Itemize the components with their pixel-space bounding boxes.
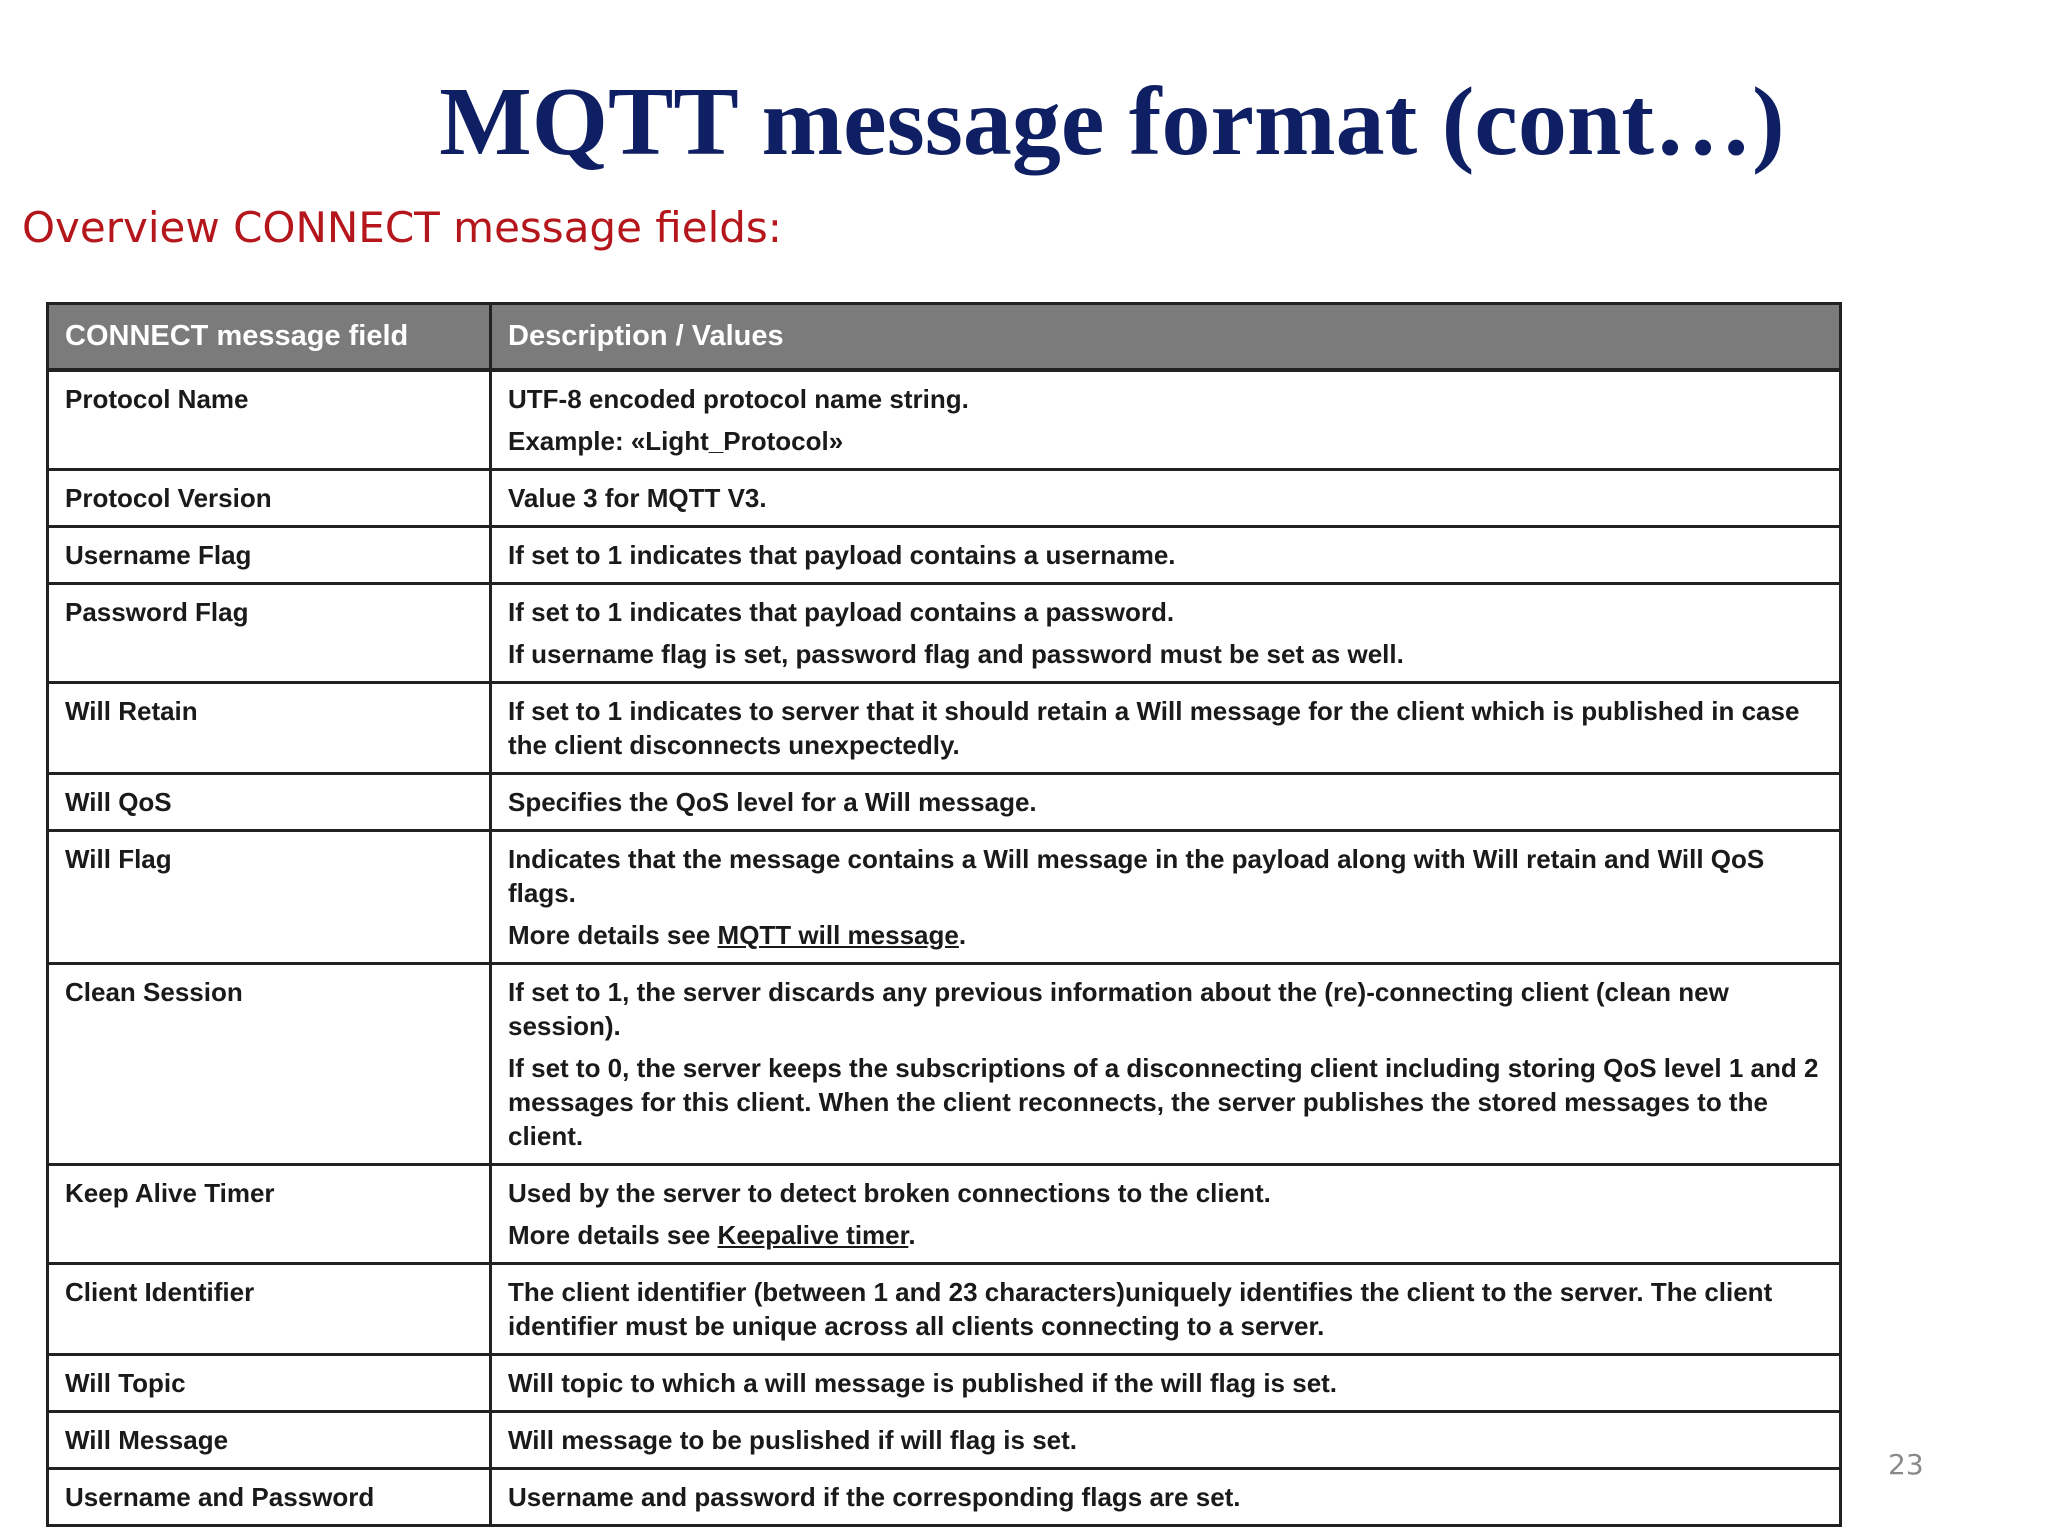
description-line: [508, 595, 1823, 629]
description-text: UTF-8 encoded protocol name string.: [508, 384, 969, 414]
description-text: If set to 1 indicates that payload contains a username.: [508, 540, 1176, 570]
field-name-cell: Password Flag: [48, 584, 491, 683]
description-line: [508, 918, 1823, 952]
table-row: [48, 1469, 1841, 1526]
field-description-cell: [491, 1412, 1841, 1469]
table-row: [48, 584, 1841, 683]
field-name-cell: Keep Alive Timer: [48, 1165, 491, 1264]
reference-link[interactable]: MQTT will message: [717, 920, 959, 950]
table-row: [48, 527, 1841, 584]
field-name-cell: Clean Session: [48, 964, 491, 1165]
description-line: [508, 1218, 1823, 1252]
page-number: 23: [1888, 1448, 1924, 1481]
description-line: [508, 694, 1823, 762]
field-name-cell: Will QoS: [48, 774, 491, 831]
field-description-cell: [491, 774, 1841, 831]
description-text: Specifies the QoS level for a Will message.: [508, 787, 1037, 817]
table-row: [48, 1355, 1841, 1412]
description-text: The client identifier (between 1 and 23 characters)uniquely identifies the client to the server. The client identifier must be unique across all clients connecting to a server.: [508, 1277, 1773, 1341]
description-line: [508, 1423, 1823, 1457]
field-description-cell: [491, 584, 1841, 683]
description-line: [508, 538, 1823, 572]
field-description-cell: [491, 370, 1841, 470]
field-name-cell: Will Topic: [48, 1355, 491, 1412]
connect-fields-table: [46, 302, 1842, 1527]
table-row: [48, 1165, 1841, 1264]
field-description-cell: [491, 831, 1841, 964]
description-punctuation: .: [958, 920, 967, 950]
description-text: If set to 0, the server keeps the subscriptions of a disconnecting client including storing QoS level 1 and 2 messages for this client. When the client reconnects, the server publishes the stored messages to the client.: [508, 1053, 1819, 1151]
description-line: [508, 1366, 1823, 1400]
field-description-cell: [491, 1264, 1841, 1355]
description-line: [508, 842, 1823, 910]
field-description-cell: [491, 470, 1841, 527]
field-name-cell: Username and Password: [48, 1469, 491, 1526]
description-text: More details see: [508, 1220, 718, 1250]
connect-fields-table-container: [46, 302, 1842, 1527]
description-text: Will message to be puslished if will flag is set.: [508, 1425, 1078, 1455]
table-row: [48, 470, 1841, 527]
table-row: [48, 683, 1841, 774]
description-line: [508, 424, 1823, 458]
table-row: [48, 1264, 1841, 1355]
field-description-cell: [491, 1355, 1841, 1412]
field-description-cell: [491, 1165, 1841, 1264]
description-text: More details see: [508, 920, 718, 950]
description-line: [508, 1275, 1823, 1343]
column-header-description: Description / Values: [491, 304, 1841, 371]
description-text: Value 3 for MQTT V3.: [508, 483, 767, 513]
description-line: [508, 1176, 1823, 1210]
description-line: [508, 1480, 1823, 1514]
table-row: [48, 774, 1841, 831]
description-text: Example: «Light_Protocol»: [508, 426, 844, 456]
description-line: [508, 382, 1823, 416]
description-text: Used by the server to detect broken connections to the client.: [508, 1178, 1271, 1208]
field-description-cell: [491, 964, 1841, 1165]
description-text: If username flag is set, password flag and password must be set as well.: [508, 639, 1404, 669]
description-text: Will topic to which a will message is published if the will flag is set.: [508, 1368, 1338, 1398]
field-name-cell: Client Identifier: [48, 1264, 491, 1355]
description-line: [508, 1051, 1823, 1153]
table-body: [48, 370, 1841, 1526]
field-description-cell: [491, 1469, 1841, 1526]
description-text: If set to 1 indicates to server that it should retain a Will message for the client which is published in case the client disconnects unexpectedly.: [508, 696, 1800, 760]
table-row: [48, 370, 1841, 470]
field-description-cell: [491, 527, 1841, 584]
table-row: [48, 1412, 1841, 1469]
field-description-cell: [491, 683, 1841, 774]
field-name-cell: Will Message: [48, 1412, 491, 1469]
field-name-cell: Will Flag: [48, 831, 491, 964]
slide-subtitle: Overview CONNECT message fields:: [22, 203, 782, 252]
description-line: [508, 637, 1823, 671]
reference-link[interactable]: Keepalive timer: [717, 1220, 909, 1250]
table-header-row: [48, 304, 1841, 371]
table-row: [48, 964, 1841, 1165]
table-row: [48, 831, 1841, 964]
description-line: [508, 785, 1823, 819]
field-name-cell: Username Flag: [48, 527, 491, 584]
field-name-cell: Protocol Version: [48, 470, 491, 527]
description-line: [508, 975, 1823, 1043]
column-header-field: CONNECT message field: [48, 304, 491, 371]
field-name-cell: Protocol Name: [48, 370, 491, 470]
description-text: If set to 1 indicates that payload contains a password.: [508, 597, 1175, 627]
description-punctuation: .: [908, 1220, 916, 1250]
field-name-cell: Will Retain: [48, 683, 491, 774]
slide-title: MQTT message format (cont…): [439, 68, 1785, 176]
description-text: Indicates that the message contains a Will message in the payload along with Will retain and Will QoS flags.: [508, 844, 1765, 908]
description-text: Username and password if the corresponding flags are set.: [508, 1482, 1241, 1512]
description-line: [508, 481, 1823, 515]
description-text: If set to 1, the server discards any previous information about the (re)-connecting client (clean new session).: [508, 977, 1729, 1041]
